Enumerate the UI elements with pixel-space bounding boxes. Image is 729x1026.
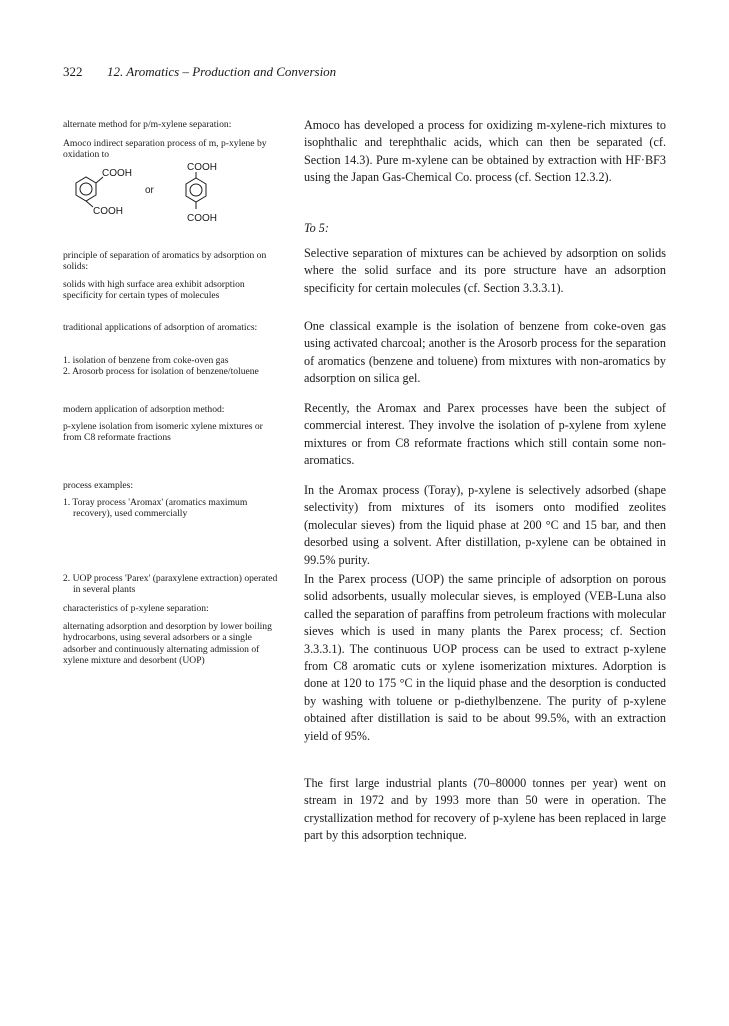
cooh-label: COOH: [187, 162, 217, 173]
margin-note-traditional: traditional applications of adsorption of aromatics:: [63, 322, 258, 333]
paragraph-aromax-parex: Recently, the Aromax and Parex processes have been the subject of commercial interest. They involve the isolation of p-xylene from xylene mixtures or from C8 reformate fractions which still contain some non-aromatics.: [304, 401, 666, 468]
margin-note-alternate-method: alternate method for p/m-xylene separation:: [63, 119, 232, 130]
cooh-label: COOH: [102, 168, 132, 179]
cooh-label: COOH: [187, 213, 217, 224]
isophthalic-acid-structure: [76, 168, 132, 217]
or-label: or: [145, 185, 154, 196]
section-heading-to-5: To 5:: [304, 221, 329, 235]
list-item: 1. isolation of benzene from coke-oven gas: [63, 355, 229, 366]
margin-note-amoco: Amoco indirect separation process of m, p-xylene by oxidation to: [63, 138, 267, 161]
page-header: [63, 64, 336, 80]
paragraph-aromax-process: In the Aromax process (Toray), p-xylene is selectively adsorbed (shape selectivity) from mixtures of its isomers onto modified zeolites (molecular sieves) from the liquid phase at 200 °C and 15 bar, and then desorbed using a solvent. After distillation, p-xylene can be obtained in 99.5% purity.: [304, 483, 666, 567]
margin-note-modern: modern application of adsorption method:: [63, 404, 225, 415]
margin-note-uop: [63, 573, 278, 596]
cooh-label: COOH: [93, 206, 123, 217]
chapter-title: 12. Aromatics – Production and Conversion: [107, 64, 337, 79]
paragraph-selective-separation: Selective separation of mixtures can be achieved by adsorption on solids where the solid surface and its pore structure have an adsorption specificity for certain molecules (cf. Section 3.3.3.1).: [304, 246, 666, 295]
margin-note-toray: [63, 497, 278, 520]
list-item: 2. Arosorb process for isolation of benzene/toluene: [63, 366, 259, 378]
paragraph-industrial-plants: The first large industrial plants (70–80000 tonnes per year) went on stream in 1972 and by 1993 more than 50 were in operation. The crystallization method for recovery of p-xylene has been replaced in large part by this adsorption technique.: [304, 776, 666, 843]
terephthalic-acid-structure: [186, 162, 217, 224]
margin-note-characteristics: characteristics of p-xylene separation:: [63, 603, 209, 614]
page-number: 322: [63, 64, 83, 79]
paragraph-classical-example: One classical example is the isolation of benzene from coke-oven gas using activated charcoal; another is the Arosorb process for the separation of aromatics (benzene and toluene) from mixtures with non-aromatics by adsorption on silica gel.: [304, 319, 666, 386]
margin-note-principle: principle of separation of aromatics by adsorption on solids:: [63, 250, 267, 273]
list-item: 1. Toray process 'Aromax' (aromatics maximum recovery), used commercially: [63, 497, 248, 520]
margin-note-solids: solids with high surface area exhibit adsorption specificity for certain types of molecules: [63, 279, 245, 302]
margin-note-process-examples: process examples:: [63, 480, 134, 491]
phthalic-acid-structures: [63, 157, 278, 227]
margin-note-p-xylene-isolation: p-xylene isolation from isomeric xylene mixtures or from C8 reformate fractions: [63, 421, 263, 444]
margin-note-traditional-list: [63, 355, 278, 378]
list-item: 2. UOP process 'Parex' (paraxylene extraction) operated in several plants: [63, 573, 278, 596]
paragraph-parex-process: In the Parex process (UOP) the same principle of adsorption on porous solid adsorbents, usually molecular sieves, is employed (VEB-Luna also called the separation of paraffins from petroleum fractions with molecular sieves which is used in many plants the Parex process; cf. Section 3.3.3.1). The continuous UOP process can be used to extract p-xylene from C8 aromatic cuts or xylene isomerization mixtures. Adorption is done at 120 to 175 °C in the liquid phase and the desorption is conducted by washing with toluene or p-diethylbenzene. The purity of p-xylene obtained after distillation is said to be about 99.5%, with an extraction yield of 95%.: [304, 572, 666, 743]
margin-note-alternating: alternating adsorption and desorption by lower boiling hydrocarbons, using several adsorbers or a single adsorber and continuously alternating admission of xylene mixture and desorbent (UOP): [63, 621, 272, 667]
paragraph-amoco: Amoco has developed a process for oxidizing m-xylene-rich mixtures to isophthalic and terephthalic acids, which can then be separated (cf. Section 14.3). Pure m-xylene can be obtained by extraction with HF·BF3 using the Japan Gas-Chemical Co. process (cf. Section 12.3.2).: [304, 118, 666, 185]
